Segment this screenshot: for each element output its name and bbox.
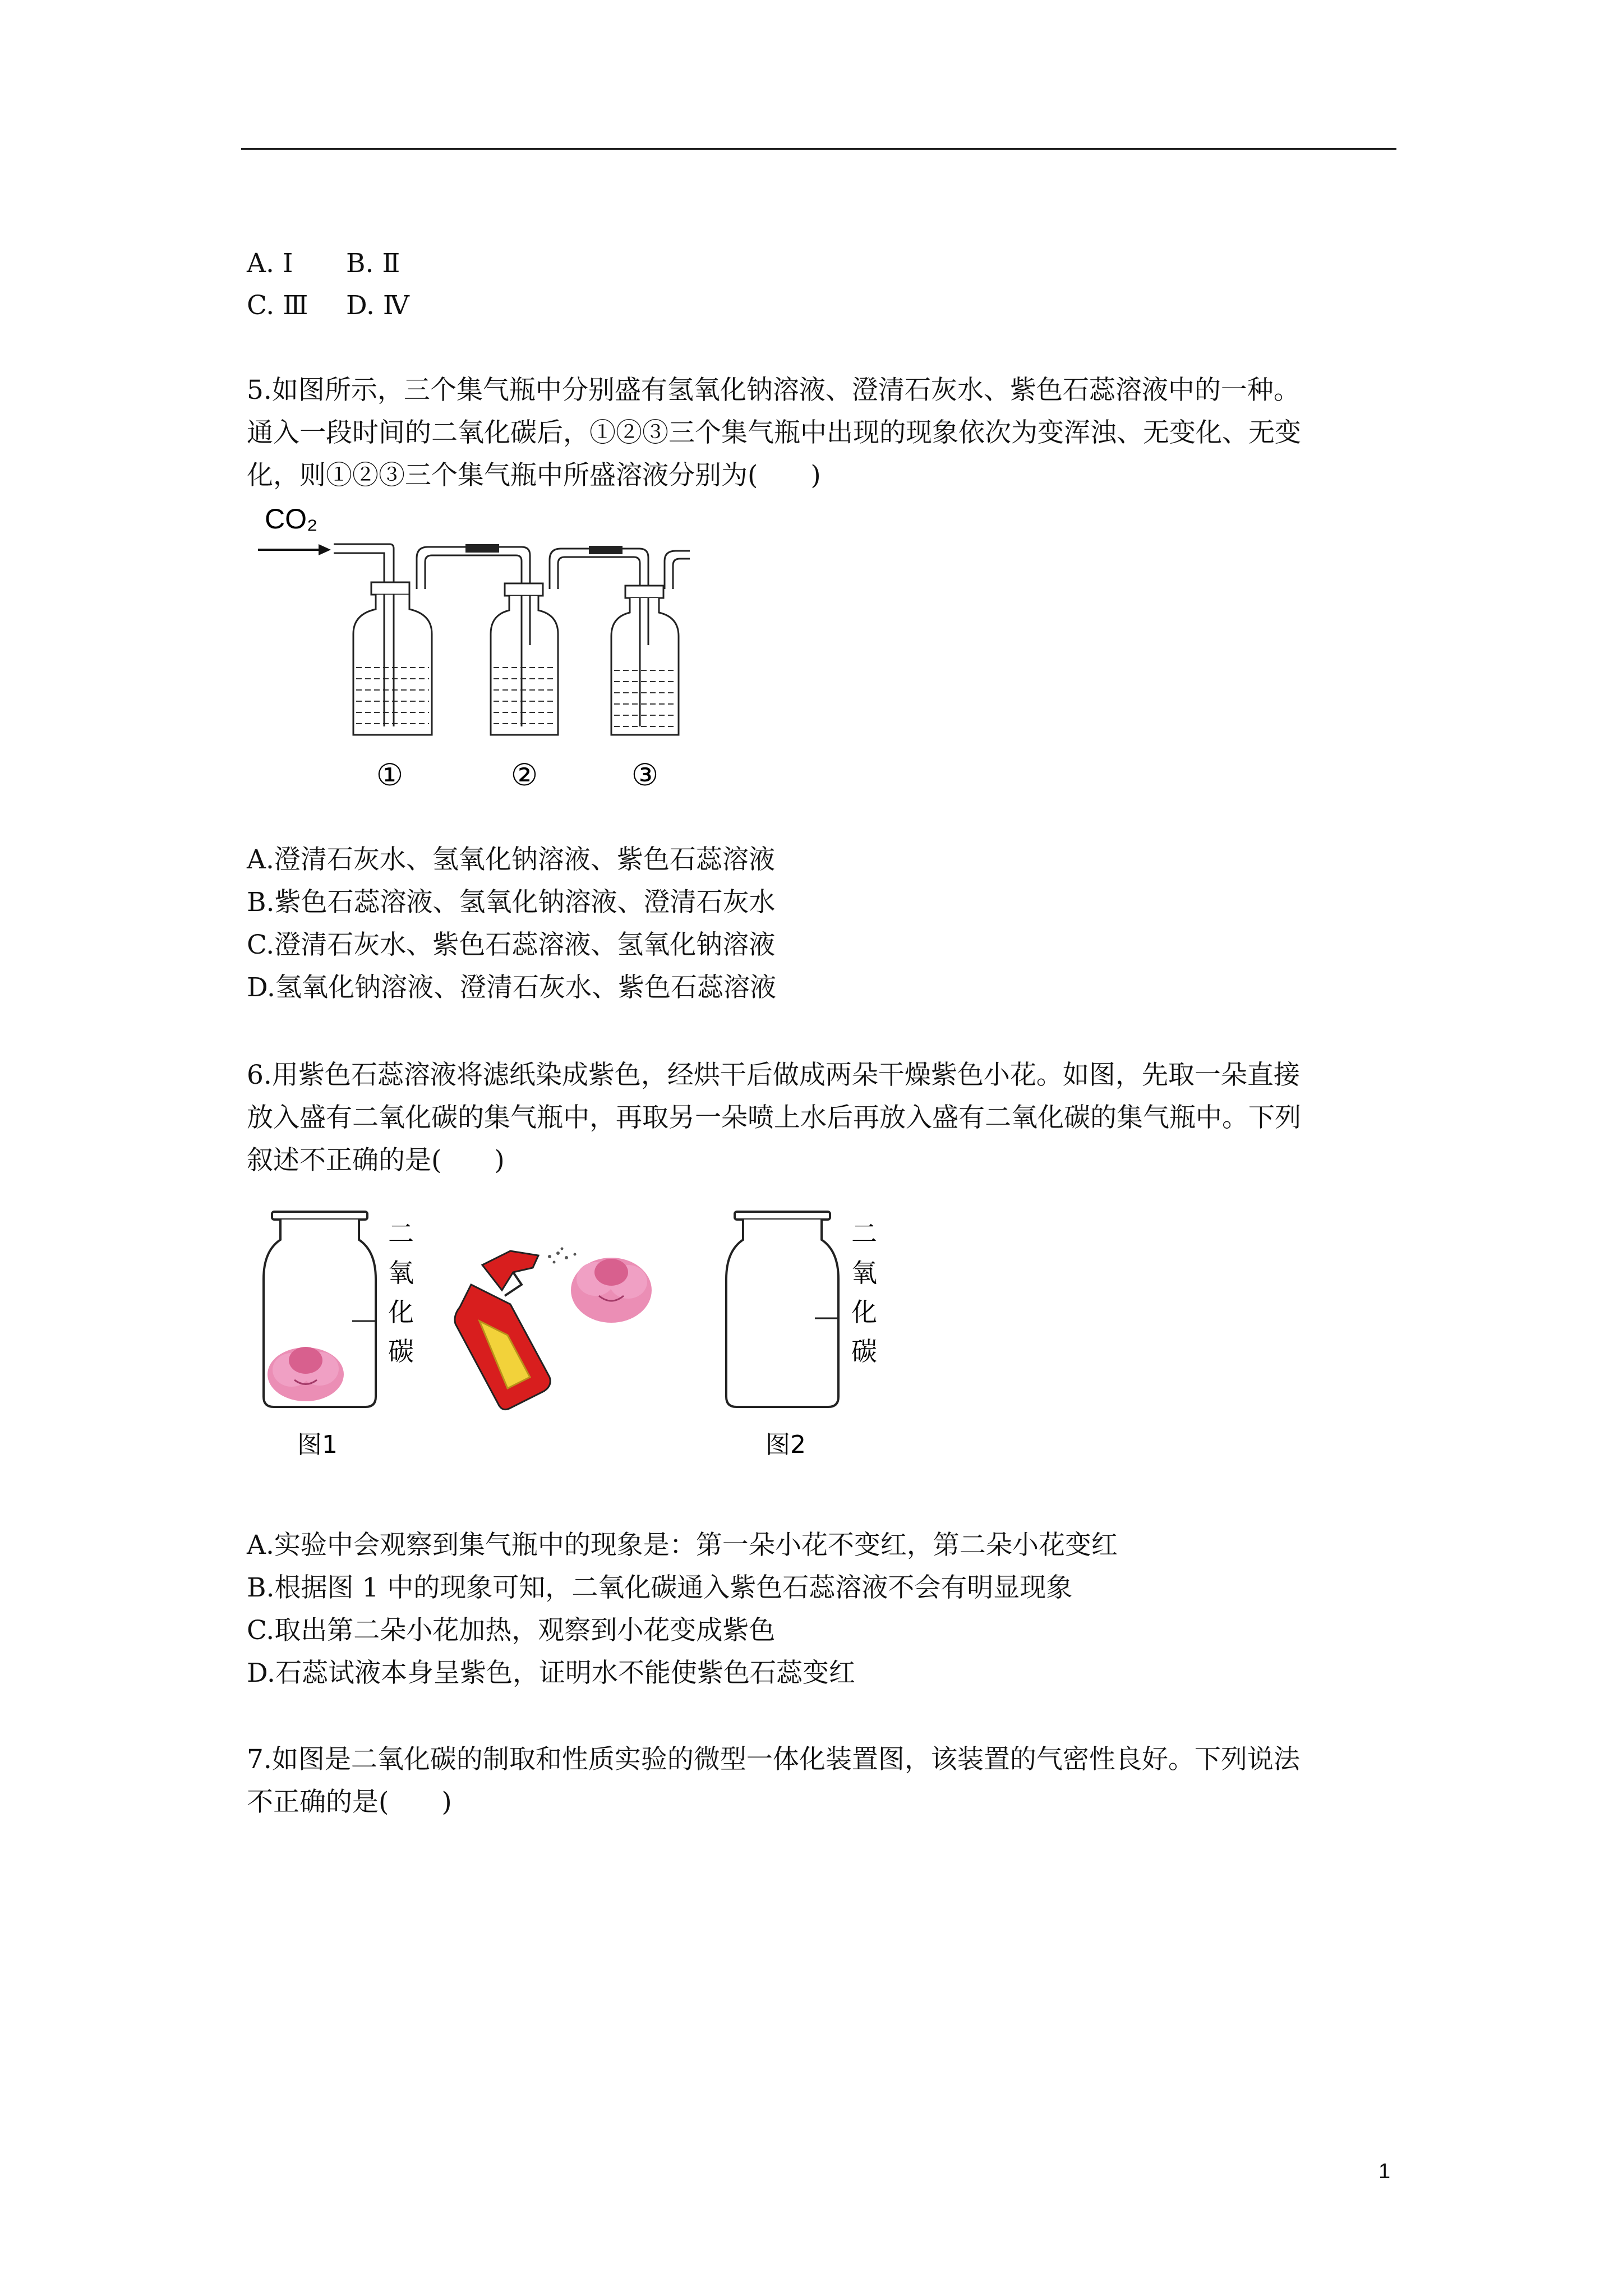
bottle-2 (491, 583, 558, 735)
svg-text:二: 二 (851, 1218, 877, 1249)
q5-option-a: A.澄清石灰水、氢氧化钠溶液、紫色石蕊溶液 (247, 844, 775, 875)
q6-option-b: B.根据图 1 中的现象可知，二氧化碳通入紫色石蕊溶液不会有明显现象 (247, 1572, 1073, 1603)
bottle-2-label: ② (510, 757, 538, 793)
svg-text:化: 化 (388, 1297, 414, 1327)
gas-inlet-arrow (258, 544, 331, 555)
q5-stem-line-2: 通入一段时间的二氧化碳后，①②③三个集气瓶中出现的现象依次为变浑浊、无变化、无变 (247, 417, 1301, 448)
bottle-3-label: ③ (631, 757, 659, 793)
q4-option-a: A. Ⅰ (247, 248, 293, 279)
jar-2 (726, 1212, 838, 1407)
q4-option-c: C. Ⅲ (247, 290, 308, 321)
q4-option-d: D. Ⅳ (346, 290, 409, 321)
header-rule (241, 148, 1396, 150)
q7-stem-line-2: 不正确的是( ) (247, 1787, 452, 1818)
q6-option-a: A.实验中会观察到集气瓶中的现象是：第一朵小花不变红，第二朵小花变红 (247, 1530, 1118, 1561)
jar-2-label (851, 1218, 877, 1366)
rubber-joint-1 (465, 544, 499, 553)
svg-text:碳: 碳 (851, 1336, 877, 1366)
q5-stem-line-3: 化，则①②③三个集气瓶中所盛溶液分别为( ) (247, 460, 821, 491)
bottle-1 (353, 582, 432, 735)
svg-text:氧: 氧 (388, 1258, 414, 1288)
svg-text:化: 化 (851, 1297, 877, 1327)
co2-label: CO₂ (265, 503, 318, 535)
svg-text:碳: 碳 (388, 1336, 414, 1366)
svg-text:二: 二 (388, 1218, 414, 1249)
q5-option-c: C.澄清石灰水、紫色石蕊溶液、氢氧化钠溶液 (247, 930, 776, 960)
q6-stem-line-3: 叙述不正确的是( ) (247, 1145, 505, 1176)
q6-option-c: C.取出第二朵小花加热，观察到小花变成紫色 (247, 1615, 776, 1646)
q5-option-b: B.紫色石蕊溶液、氢氧化钠溶液、澄清石灰水 (247, 887, 776, 918)
figure-2-caption: 图2 (766, 1430, 806, 1459)
q6-option-d: D.石蕊试液本身呈紫色，证明水不能使紫色石蕊变红 (247, 1658, 855, 1688)
q5-stem-line-1: 5.如图所示，三个集气瓶中分别盛有氢氧化钠溶液、澄清石灰水、紫色石蕊溶液中的一种。 (247, 375, 1300, 406)
bottle-1-label: ① (376, 757, 404, 793)
rubber-joint-2 (589, 546, 623, 554)
q7-stem-line-1: 7.如图是二氧化碳的制取和性质实验的微型一体化装置图，该装置的气密性良好。下列说法 (247, 1744, 1300, 1775)
sprayed-flower-icon (571, 1258, 652, 1323)
q4-option-b: B. Ⅱ (346, 248, 400, 279)
figure-1-caption: 图1 (297, 1430, 338, 1459)
q6-flower-figure (247, 1206, 920, 1475)
q6-stem-line-2: 放入盛有二氧化碳的集气瓶中，再取另一朵喷上水后再放入盛有二氧化碳的集气瓶中。下列 (247, 1102, 1301, 1133)
page-number: 1 (1378, 2160, 1391, 2183)
bottle-3 (611, 586, 679, 735)
q6-stem-line-1: 6.用紫色石蕊溶液将滤纸染成紫色，经烘干后做成两朵干燥紫色小花。如图，先取一朵直接 (247, 1060, 1300, 1091)
q5-bottles-figure (247, 499, 695, 802)
svg-text:氧: 氧 (851, 1258, 877, 1288)
jar-1-label (388, 1218, 414, 1366)
q5-option-d: D.氢氧化钠溶液、澄清石灰水、紫色石蕊溶液 (247, 972, 776, 1003)
spray-bottle-icon (455, 1248, 577, 1410)
